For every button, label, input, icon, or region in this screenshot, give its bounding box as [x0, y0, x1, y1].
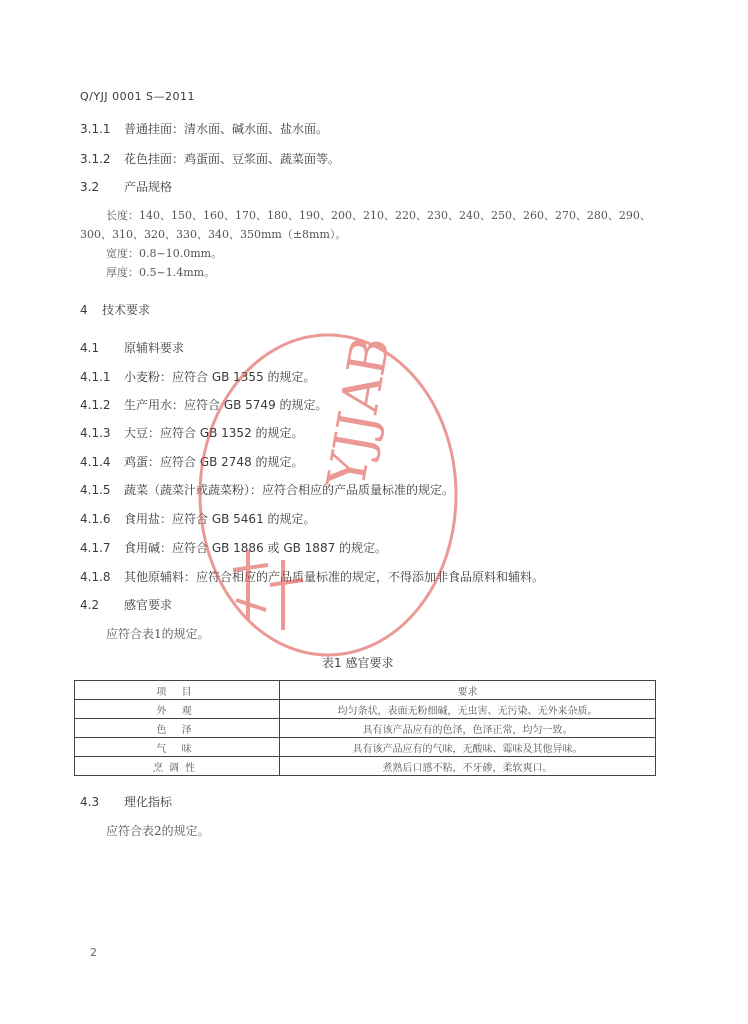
clause-text: 鸡蛋：应符合 GB 2748 的规定。	[124, 455, 304, 469]
table-cell: 烹调性	[75, 757, 280, 776]
seal-mark	[270, 560, 303, 630]
clause-text: 食用盐：应符合 GB 5461 的规定。	[124, 512, 316, 526]
clause-number: 4.1.8	[80, 570, 111, 584]
page-number: 2	[90, 946, 97, 959]
table-cell: 气 味	[75, 738, 280, 757]
clause-number: 4.1.2	[80, 398, 111, 412]
heading-text: 产品规格	[124, 180, 173, 194]
table-cell: 均匀条状，表面无粉细碱，无虫害、无污染、无外来杂质。	[280, 700, 656, 719]
clause-text: 大豆：应符合 GB 1352 的规定。	[124, 426, 304, 440]
clause-text: 其他原辅料：应符合相应的产品质量标准的规定，不得添加非食品原料和辅料。	[124, 570, 545, 584]
clause-number: 4.1.4	[80, 455, 111, 469]
clause-number: 4.1.1	[80, 370, 111, 384]
table-row	[75, 719, 656, 738]
clause-3-1-2	[80, 151, 340, 167]
clause-number: 4.1.3	[80, 426, 111, 440]
clause-text: 蔬菜（蔬菜汁或蔬菜粉）：应符合相应的产品质量标准的规定。	[124, 483, 455, 497]
clause-text: 食用碱：应符合 GB 1886 或 GB 1887 的规定。	[124, 541, 388, 555]
table-header-row	[75, 681, 656, 700]
table-header-cell: 要求	[280, 681, 656, 700]
heading-4-3	[80, 794, 172, 810]
table-row	[75, 738, 656, 757]
document-code: Q/YJJ 0001 S—2011	[80, 90, 196, 103]
table-cell: 具有该产品应有的气味，无酸味、霉味及其他异味。	[280, 738, 656, 757]
heading-3-2	[80, 179, 172, 195]
heading-text: 理化指标	[124, 795, 173, 809]
table-cell: 煮熟后口感不粘，不牙碜，柔软爽口。	[280, 757, 656, 776]
clause-number: 4.3	[80, 795, 100, 809]
clause-text: 普通挂面：清水面、碱水面、盐水面。	[124, 122, 329, 136]
clause-number: 4.1.7	[80, 541, 111, 555]
table-cell: 外 观	[75, 700, 280, 719]
clause-3-1-1	[80, 121, 328, 137]
clause-number: 3.1.2	[80, 152, 111, 166]
heading-text: 感官要求	[124, 598, 173, 612]
spec-length-line1: 长度：140、150、160、170、180、190、200、210、220、230、240、250、260、270、280、290、	[106, 209, 651, 222]
heading-text: 技术要求	[102, 303, 151, 317]
clause-number: 3.2	[80, 180, 100, 194]
clause-4-3-body: 应符合表2的规定。	[106, 824, 210, 838]
table-cell: 色 泽	[75, 719, 280, 738]
table-header-cell: 项 目	[75, 681, 280, 700]
clause-number: 4.2	[80, 598, 100, 612]
heading-4-2	[80, 597, 172, 613]
clause-number: 4.1	[80, 341, 100, 355]
table-cell: 具有该产品应有的色泽，色泽正常，均匀一致。	[280, 719, 656, 738]
sensory-table	[74, 680, 656, 776]
seal-letters: YJJAB	[316, 332, 403, 493]
heading-text: 原辅料要求	[124, 341, 185, 355]
heading-4	[80, 302, 150, 318]
spec-length-line2: 300、310、320、330、340、350mm（±8mm）。	[80, 228, 347, 241]
heading-4-1	[80, 340, 184, 356]
spec-width: 宽度：0.8~10.0mm。	[106, 247, 223, 260]
clause-text: 生产用水：应符合 GB 5749 的规定。	[124, 398, 328, 412]
spec-thickness: 厚度：0.5~1.4mm。	[106, 266, 216, 279]
clause-text: 花色挂面：鸡蛋面、豆浆面、蔬菜面等。	[124, 152, 341, 166]
clause-number: 3.1.1	[80, 122, 111, 136]
clause-text: 小麦粉：应符合 GB 1355 的规定。	[124, 370, 316, 384]
table-row	[75, 757, 656, 776]
red-seal-stamp	[188, 320, 468, 670]
clause-4-2-body: 应符合表1的规定。	[106, 627, 210, 641]
clause-number: 4	[80, 303, 88, 317]
clause-number: 4.1.6	[80, 512, 111, 526]
clause-number: 4.1.5	[80, 483, 111, 497]
table1-caption: 表1 感官要求	[322, 656, 394, 670]
table-row	[75, 700, 656, 719]
seal-outer-ring	[200, 335, 456, 655]
